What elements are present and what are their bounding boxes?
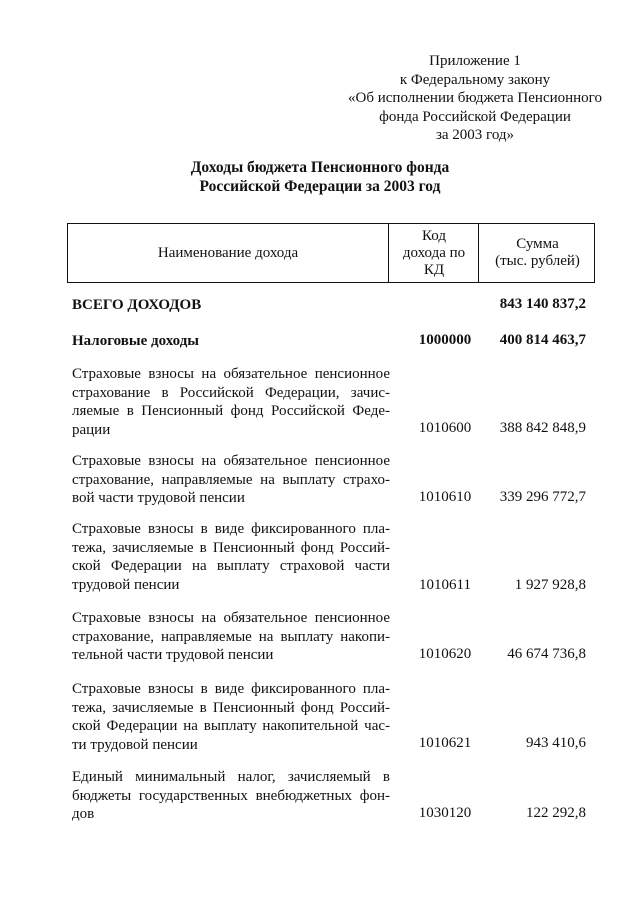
header-name: Наименование дохода bbox=[157, 244, 299, 261]
row-sum: 122 292,8 bbox=[526, 805, 586, 821]
row-name-line: Страховые взносы в виде фиксированного пла- bbox=[72, 521, 390, 537]
row-name-line: Страховые взносы на обязательное пенсионное bbox=[72, 453, 390, 469]
appendix-line: фонда Российской Федерации bbox=[379, 108, 571, 125]
row-name bbox=[72, 296, 390, 315]
row-name-line: вой части трудовой пенсии bbox=[72, 490, 245, 506]
row-name-line: ской Федерации на выплату накопительной час- bbox=[72, 718, 390, 734]
row-name-line: ской Федерации на выплату страховой части bbox=[72, 558, 390, 574]
table-header bbox=[67, 223, 595, 283]
row-name-line: трудовой пенсии bbox=[72, 576, 180, 593]
row-name bbox=[72, 520, 390, 594]
row-name-line: ти трудовой пенсии bbox=[72, 736, 198, 753]
row-code: 1000000 bbox=[418, 332, 472, 348]
row-name-line: ВСЕГО ДОХОДОВ bbox=[72, 297, 202, 313]
row-sum: 46 674 736,8 bbox=[507, 646, 586, 662]
title-line: Доходы бюджета Пенсионного фонда bbox=[190, 159, 450, 176]
header-sum-line: (тыс. рублей) bbox=[495, 253, 580, 269]
row-code: 1010621 bbox=[418, 735, 472, 751]
row-name-line: Страховые взносы в виде фиксированного пла- bbox=[72, 681, 390, 697]
header-code-line: КД bbox=[423, 261, 445, 278]
row-name-line: тежа, зачисляемые в Пенсионный фонд Россий- bbox=[72, 539, 390, 556]
row-sum: 1 927 928,8 bbox=[514, 577, 586, 593]
appendix-line: «Об исполнении бюджета Пенсионного bbox=[348, 90, 602, 106]
row-name bbox=[72, 365, 390, 439]
header-code-line: дохода по bbox=[402, 244, 466, 261]
appendix-line: Приложение 1 bbox=[429, 53, 521, 69]
row-name-line: страхование, направляемые на выплату страхо- bbox=[72, 471, 390, 488]
row-sum: 843 140 837,2 bbox=[499, 296, 586, 312]
appendix-line: к Федеральному закону bbox=[399, 71, 551, 88]
row-sum: 339 296 772,7 bbox=[499, 489, 586, 505]
document-title bbox=[140, 158, 500, 196]
row-code: 1010610 bbox=[418, 489, 472, 505]
row-code: 1010600 bbox=[418, 420, 472, 436]
row-name-line: дов bbox=[72, 806, 95, 822]
row-code: 1030120 bbox=[418, 805, 472, 821]
row-name bbox=[72, 332, 390, 351]
row-name bbox=[72, 680, 390, 754]
row-name-line: Страховые взносы на обязательное пенсионное bbox=[72, 610, 390, 626]
row-name bbox=[72, 609, 390, 665]
row-name-line: тежа, зачисляемые в Пенсионный фонд Россий- bbox=[72, 699, 390, 716]
row-sum: 400 814 463,7 bbox=[499, 332, 586, 348]
row-name-line: рации bbox=[72, 421, 111, 438]
row-name bbox=[72, 452, 390, 508]
row-name-line: Страховые взносы на обязательное пенсионное bbox=[72, 366, 390, 382]
appendix-line: за 2003 год» bbox=[435, 127, 515, 143]
row-code: 1010611 bbox=[419, 577, 471, 593]
row-name-line: Единый минимальный налог, зачисляемый в bbox=[72, 769, 390, 785]
row-name-line: страхование в Российской Федерации, зачис- bbox=[72, 384, 390, 401]
header-sum-line: Сумма bbox=[516, 236, 559, 252]
header-sum-cell bbox=[478, 224, 596, 282]
row-name-line: тельной части трудовой пенсии bbox=[72, 647, 274, 663]
row-name-line: бюджеты государственных внебюджетных фон- bbox=[72, 787, 390, 804]
header-name-cell bbox=[68, 224, 388, 282]
row-sum: 943 410,6 bbox=[526, 735, 586, 751]
title-line: Российской Федерации за 2003 год bbox=[199, 178, 441, 195]
row-name-line: страхование, направляемые на выплату накопи- bbox=[72, 628, 390, 645]
row-name-line: Налоговые доходы bbox=[72, 333, 200, 349]
row-name bbox=[72, 768, 390, 824]
row-code: 1010620 bbox=[418, 646, 472, 662]
header-code-cell bbox=[388, 224, 479, 282]
header-code-line: Код bbox=[422, 227, 446, 244]
row-name-line: ляемые в Пенсионный фонд Российской Феде- bbox=[72, 403, 390, 419]
appendix-reference bbox=[340, 52, 610, 145]
row-sum: 388 842 848,9 bbox=[499, 420, 586, 436]
